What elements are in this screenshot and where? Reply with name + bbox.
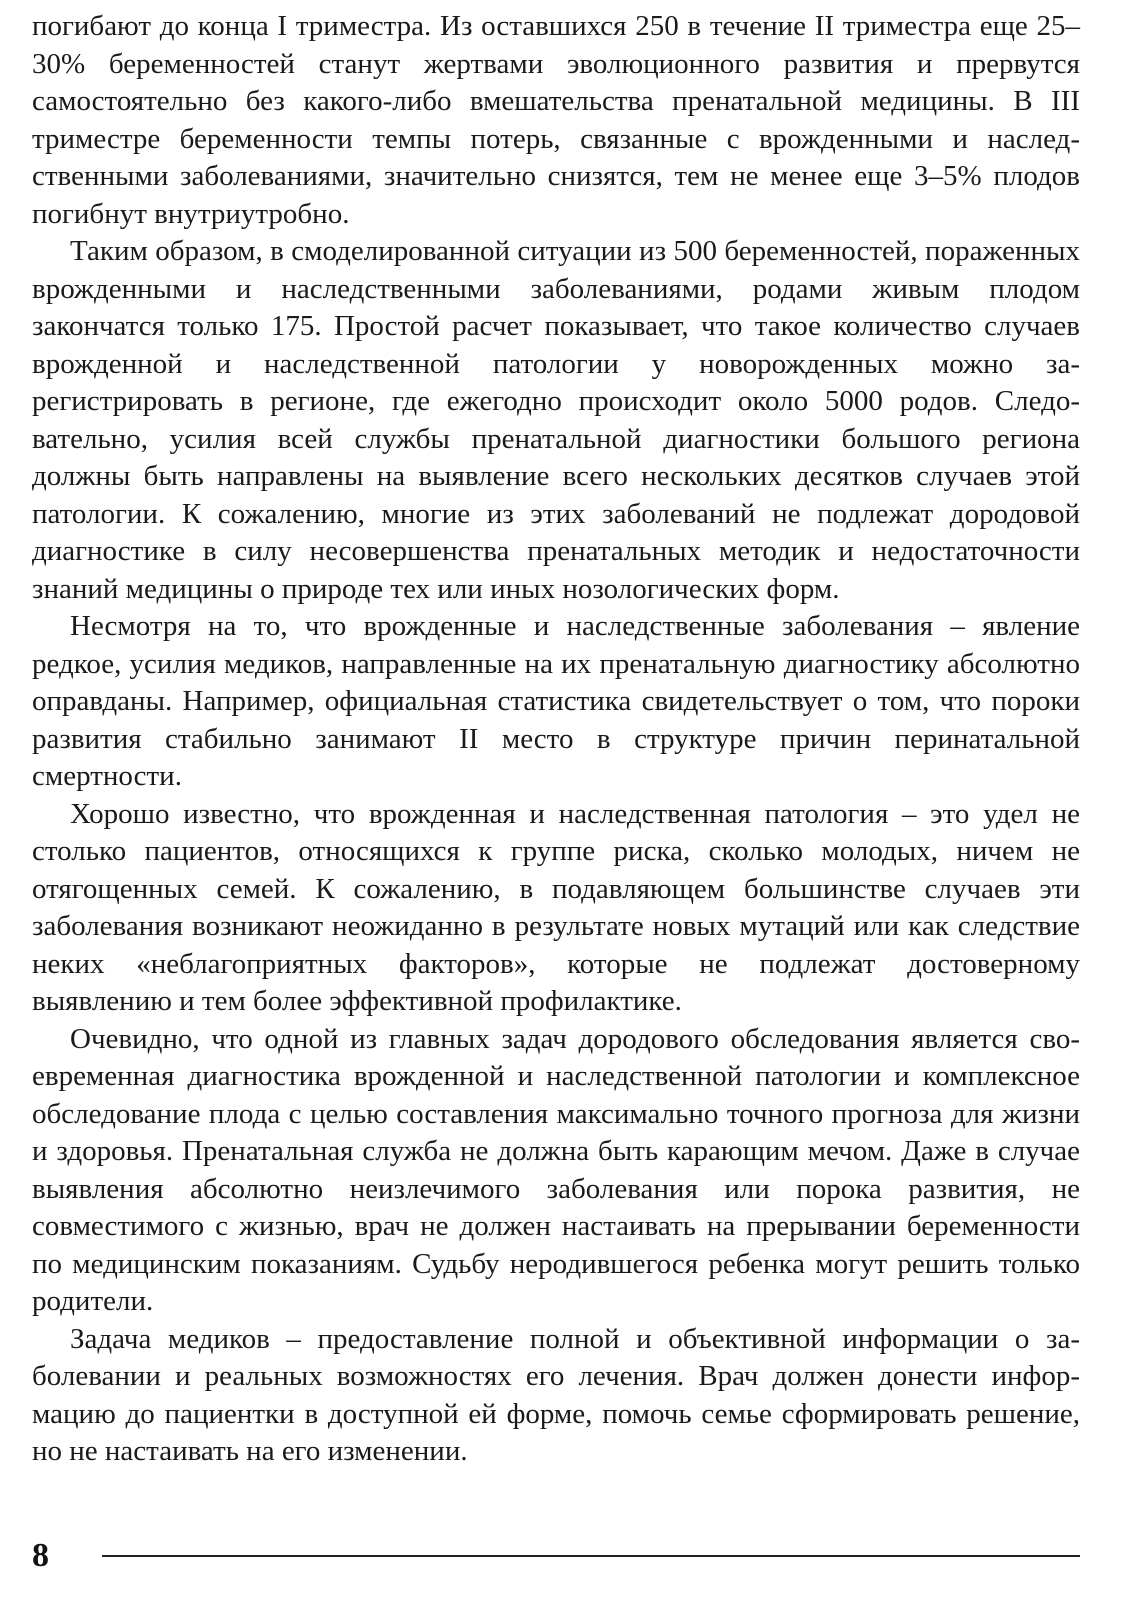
footer-rule: [102, 1555, 1080, 1557]
page-number: 8: [32, 1537, 49, 1574]
paragraph-2: Таким образом, в смоделированной ситуации из 500 беременностей, пораженных врожденными и наследственными заболеваниями, родами живым плодом закончатся только 175. Простой расчет показывает, что такое количество случаев врожденной и наследственной патологии у новорожденных можно зарегистрировать в регионе, где ежегодно происходит около 5000 родов. Следовательно, усилия всей службы пренатальной диагностики большого региона должны быть направлены на выявление всего нескольких десятков случаев этой патологии. К сожалению, многие из этих заболеваний не подлежат дородовой диагностике в силу несовершенства пренатальных методик и недостаточности знаний медицины о природе тех или иных нозологических форм.: [32, 235, 1080, 605]
paragraph-4: Хорошо известно, что врожденная и наследственная патология – это удел не столько пациентов, относящихся к группе риска, сколько молодых, ничем не отягощенных семей. К сожалению, в подавляющем большинстве случаев эти заболевания возникают неожиданно в результате новых мутаций или как следствие неких «неблагоприятных факторов», которые не подлежат достоверному выявлению и тем более эффективной профилактике.: [32, 797, 1080, 1017]
paragraph-6: Задача медиков – предоставление полной и объективной информации о заболевании и реальных возможностях его лечения. Врач должен донести информацию до пациентки в доступной ей форме, помочь семье сформировать решение, но не настаивать на его изменении.: [32, 1322, 1080, 1467]
paragraph-1: погибают до конца I триместра. Из оставшихся 250 в течение II триместра еще 25–30% беременностей станут жертвами эволюционного развития и прервутся самостоятельно без какого-либо вмешательства пренатальной медицины. В III триместре беременности темпы потерь, связанные с врожденными и наследственными заболеваниями, значительно снизятся, тем не менее еще 3–5% плодов погибнут внутриутробно.: [32, 10, 1080, 230]
page-footer: [32, 1536, 1080, 1586]
page-body: [32, 8, 1080, 1471]
paragraph-3: Несмотря на то, что врожденные и наследственные заболевания – явление редкое, усилия медиков, направленные на их пренатальную диагностику абсолютно оправданы. Например, официальная статистика свидетельствует о том, что пороки развития стабильно занимают II место в структуре причин перинатальной смертности.: [32, 610, 1080, 792]
paragraph-5: Очевидно, что одной из главных задач дородового обследования является своевременная диагностика врожденной и наследственной патологии и комплексное обследование плода с целью составления максимально точного прогноза для жизни и здоровья. Пренатальная служба не должна быть карающим мечом. Даже в случае выявления абсолютно неизлечимого заболевания или порока развития, не совместимого с жизнью, врач не должен настаивать на прерывании беременности по медицинским показаниям. Судьбу неродившегося ребенка могут решить только родители.: [32, 1022, 1080, 1317]
